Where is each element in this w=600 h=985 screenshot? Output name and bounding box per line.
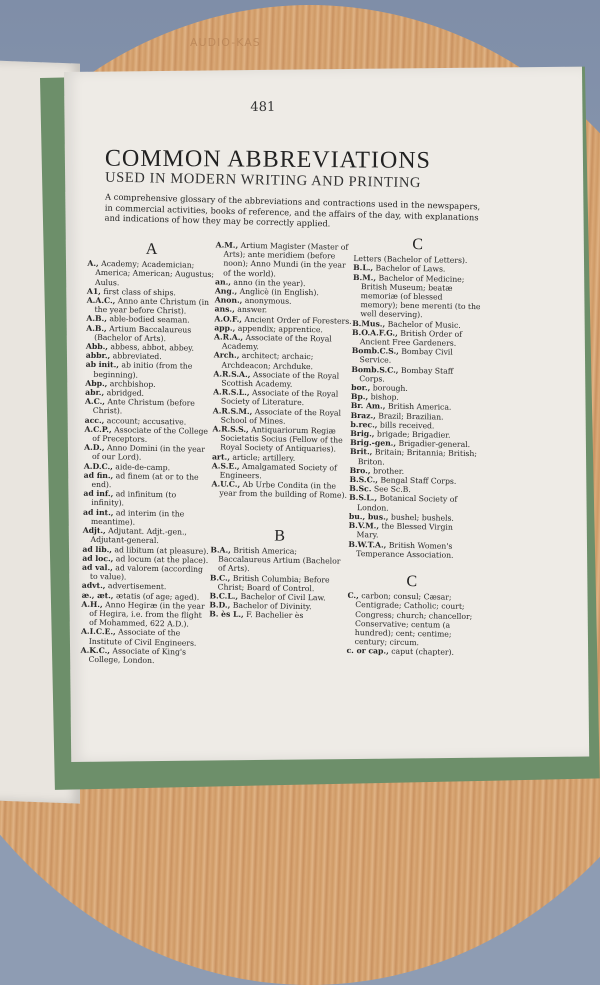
abbreviation-term: bu., bus., [349,512,389,522]
abbreviation-definition: Associate of the Royal Scottish Academy. [221,370,339,389]
abbreviation-term: B.D., [209,600,230,609]
abbreviation-term: A.K.C., [81,645,110,655]
abbreviation-definition: British Women's Temperance Association. [356,540,453,559]
abbreviation-definition: F. Bachelier ès [244,610,304,620]
abbreviation-term: Braz., [351,411,376,420]
abbreviation-definition: appendix; apprentice. [235,324,323,335]
abbreviation-term: A.M., [216,240,239,249]
abbreviation-definition: bishop. [368,393,399,403]
abbreviation-definition: British America; Baccalaureus Artium (Bachelor of Arts). [218,546,341,574]
abbreviation-term: ab init., [86,360,120,370]
section-heading-a: A [88,244,216,255]
abbreviation-term: B.Mus., [352,319,385,329]
column-left [80,242,215,666]
book-page [64,67,589,762]
abbreviation-definition: anno (in the year). [231,278,306,288]
abbreviation-entry [81,599,209,629]
abbreviation-definition: ab initio (from the beginning). [93,361,192,380]
abbreviation-definition: Bachelor of Civil Law. [238,592,326,603]
abbreviation-definition: British America. [385,402,451,412]
abbreviation-term: advt., [82,581,106,590]
entry-list-b-continued [348,254,481,560]
abbreviation-definition: Brigadier-general. [396,439,470,449]
abbreviation-definition: ad infinitum (to infinity). [91,490,176,508]
entry-list-c [346,591,475,658]
abbreviation-definition: anonymous. [242,296,291,306]
abbreviation-term: A.B., [86,314,107,323]
abbreviation-definition: Bachelor of Divinity. [230,601,311,611]
abbreviation-definition: bushel; bushels. [388,513,454,523]
abbreviation-term: ad inf., [83,489,113,499]
abbreviation-definition: ad finem (at or to the end). [91,471,198,489]
abbreviation-definition: ad valorem (according to value). [90,563,203,581]
abbreviation-term: Bomb.S.C., [351,365,398,375]
abbreviation-term: A.H., [81,599,102,608]
abbreviation-entry [214,351,352,372]
abbreviation-term: ad loc., [82,553,113,563]
abbreviation-term: æ., æt., [82,590,114,600]
abbreviation-definition: Bachelor of Medicine; British Museum; beatæ memoriæ (of blessed memory); bene merenti (to the well deserving). [360,273,480,320]
abbreviation-definition: ad interim (in the meantime). [91,508,185,527]
abbreviation-definition: Associate of the Royal Academy. [222,333,332,351]
abbreviation-entry [348,539,476,560]
abbreviation-definition: Associate of the Royal School of Mines. [221,407,342,426]
abbreviation-term: b.rec., [350,420,377,429]
abbreviation-term: A.D., [84,443,105,452]
abbreviation-term: app., [214,323,235,332]
abbreviation-definition: Brazil; Brazilian. [376,411,444,421]
abbreviation-entry [210,573,348,594]
abbreviation-term: B.O.A.F.G., [352,328,398,338]
section-heading-b: B [211,530,349,542]
abbreviation-term: Abp., [85,379,107,388]
abbreviation-definition: Bombay Civil Service. [360,347,453,365]
abbreviation-entry [352,346,480,367]
abbreviation-term: A.C.P., [84,425,111,434]
abbreviation-entry [346,646,474,657]
entry-list-b [209,545,348,621]
abbreviation-term: B.V.M., [349,521,379,531]
abbreviation-entry [211,480,349,501]
abbreviation-entry [214,332,352,353]
abbreviation-term: ad lib., [82,544,112,554]
abbreviation-term: A., [87,259,98,268]
abbreviation-term: ad fin., [84,471,114,481]
abbreviation-term: A.A.C., [87,296,116,305]
abbreviation-term: B.L., [353,263,373,272]
abbreviation-definition: Associate of the Institute of Civil Engineers. [89,628,197,648]
board-brand-stamp: AUDIO-KAS [190,36,261,49]
page-number: 481 [250,100,275,115]
abbreviation-entry [351,365,479,386]
abbreviation-term: bor., [351,383,370,392]
abbreviation-definition: Artium Magister (Master of Arts); ante meridiem (before noon); Anno Mundi (in the year of the world). [223,241,348,278]
abbreviation-term: B.M., [353,273,376,282]
abbreviation-term: Bp., [351,392,368,401]
abbreviation-definition: article; artillery. [230,452,295,462]
abbreviation-entry [83,489,211,510]
abbreviation-term: A.R.S.S., [212,424,248,434]
abbreviation-entry [86,323,214,344]
abbreviation-definition: brother. [370,466,404,476]
abbreviation-term: B.C., [210,573,231,582]
abbreviation-definition: able-bodied seaman. [107,315,190,325]
abbreviation-term: Bro., [350,466,371,475]
abbreviation-term: Brit., [350,447,373,456]
abbreviation-definition: Academy; Academician; America; American; Augustus; Aulus. [95,259,214,287]
abbreviation-definition: Bachelor of Laws. [373,264,445,274]
abbreviation-definition: the Blessed Virgin Mary. [356,522,452,540]
abbreviation-definition: Adjutant. Adjt.-gen., Adjutant-general. [91,526,187,545]
abbreviation-term: A.R.S.L., [213,388,250,398]
abbreviation-term: Brig., [350,429,374,438]
abbreviation-definition: advertisement. [105,581,166,591]
abbreviation-term: A.R.S.M., [213,406,253,416]
abbreviation-entry [82,526,210,547]
column-right [346,237,481,658]
abbreviation-term: art., [212,452,230,461]
abbreviation-term: A.B., [86,323,107,332]
abbreviation-definition: Anno Hegiræ (in the year of Hegira, i.e. from the flight of Mohammed, 622 A.D.). [89,600,205,629]
abbreviation-entry [213,369,351,390]
abbreviation-term: Abb., [86,342,108,351]
abbreviation-term: ans., [214,305,234,314]
abbreviation-definition: Anno Domini (in the year of our Lord). [92,443,205,462]
entry-list-a [80,259,215,666]
section-heading-c-top: C [354,239,482,250]
column-middle [209,240,354,621]
abbreviation-definition: Ante Christum (before Christ). [93,397,195,416]
abbreviation-entry [213,388,351,409]
abbreviation-entry [349,493,477,514]
abbreviation-entry [352,273,481,321]
abbreviation-term: Arch., [214,351,240,360]
abbreviation-definition: abridged. [104,388,144,398]
abbreviation-entry [81,627,209,648]
abbreviation-term: C., [347,591,358,600]
abbreviation-term: c. or cap., [346,646,388,656]
abbreviation-definition: Associate of the College of Preceptors. [92,425,208,444]
abbreviation-term: Br. Am., [351,401,386,411]
page-title: COMMON ABBREVIATIONS [105,146,431,175]
abbreviation-entry [352,328,480,349]
abbreviation-term: A.R.A., [214,332,243,342]
abbreviation-definition: Amalgamated Society of Engineers. [220,462,337,481]
abbreviation-entry [83,471,211,492]
abbreviation-definition: Botanical Society of London. [357,494,457,512]
abbreviation-entry [80,645,208,666]
abbreviation-definition: abbreviated. [110,351,162,361]
abbreviation-term: A.R.S.A., [213,369,250,379]
abbreviation-definition: Britain; Britannia; British; Briton. [358,448,477,466]
abbreviation-entry [212,461,350,482]
abbreviation-entry [347,591,476,648]
abbreviation-term: B.Sc. [349,484,371,493]
abbreviation-definition: architect; archaic; Archdeacon; Archduke. [222,351,314,370]
abbreviation-term: acc., [85,415,105,424]
abbreviation-definition: answer. [235,305,267,315]
abbreviation-entry [213,406,351,427]
abbreviation-definition: ætatis (of age; aged). [113,591,199,601]
abbreviation-entry [85,360,213,381]
abbreviation-term: abr., [85,388,104,397]
abbreviation-definition: Associate of King's College, London. [88,646,186,665]
abbreviation-term: A.D.C., [84,461,113,471]
abbreviation-term: ad val., [82,563,113,573]
abbreviation-definition: ad locum (at the place). [113,554,208,565]
abbreviation-entry [348,521,476,542]
abbreviation-entry [84,425,212,446]
abbreviation-term: Adjt., [83,526,106,535]
abbreviation-definition: carbon; consul; Cæsar; Centigrade; Catholic; court; Congress; church; chancellor; Conservative; centum (a hundred); cent; centime; century; circum. [355,591,473,647]
abbreviation-definition: abbess, abbot, abbey. [108,342,194,352]
abbreviation-entry [212,424,350,454]
abbreviation-definition: account; accusative. [104,416,186,426]
page-subtitle: USED IN MODERN WRITING AND PRINTING [105,170,421,193]
abbreviation-definition: Associate of the Royal Society of Literature. [221,388,338,407]
abbreviation-definition: Letters (Bachelor of Letters). [353,254,467,265]
abbreviation-definition: Bombay Staff Corps. [359,365,453,383]
abbreviation-definition: first class of ships. [101,287,176,297]
entry-list-a-continued [211,240,353,500]
abbreviation-entry [82,563,210,584]
abbreviation-term: an., [215,277,231,286]
abbreviation-term: B.C.L., [209,591,238,600]
abbreviation-term: A.C., [85,397,105,406]
abbreviation-definition: Anglicè (in English). [237,287,319,297]
abbreviation-term: Bomb.C.S., [352,346,399,356]
abbreviation-definition: Bengal Staff Corps. [378,476,456,486]
abbreviation-entry [85,397,213,418]
abbreviation-definition: Bachelor of Music. [385,319,461,329]
abbreviation-term: A.S.E., [212,461,240,470]
abbreviation-definition: Artium Baccalaureus (Bachelor of Arts). [94,324,191,343]
abbreviation-definition: aide-de-camp. [113,462,170,472]
abbreviation-entry [215,240,354,279]
abbreviation-entry [350,447,478,468]
intro-paragraph: A comprehensive glossary of the abbreviations and contractions used in the newspapers, in commercial activities, books of reference, and the affairs of the day, with explanations and indications of how they may be correctly applied. [104,192,485,233]
abbreviation-term: B. ès L., [209,610,244,620]
abbreviation-term: A.I.C.E., [81,627,116,637]
abbreviation-term: ad int., [83,507,114,517]
abbreviation-term: B.S.L., [349,493,377,502]
abbreviation-term: B.A., [210,545,231,554]
abbreviation-entry [84,443,212,464]
abbreviation-term: B.W.T.A., [348,539,386,549]
abbreviation-term: abbr., [86,351,111,360]
abbreviation-term: A.U.C., [211,480,240,489]
abbreviation-definition: Ancient Order of Foresters. [242,315,352,326]
abbreviation-term: Ang., [215,286,237,295]
abbreviation-entry [210,545,348,575]
abbreviation-definition: Anno ante Christum (in the year before Christ). [95,296,210,315]
abbreviation-definition: Ab Urbe Condita (in the year from the building of Rome). [219,480,347,500]
abbreviation-definition: British Columbia; Before Christ; Board of Control. [218,573,330,593]
abbreviation-definition: borough. [370,383,408,393]
abbreviation-definition: ad libitum (at pleasure). [112,545,209,556]
abbreviation-definition: British Order of Ancient Free Gardeners. [360,329,462,348]
abbreviation-term: Brig.-gen., [350,438,396,448]
abbreviation-definition: See Sc.B. [371,485,411,495]
abbreviation-term: A1, [87,287,101,296]
section-heading-c: C [348,576,476,587]
abbreviation-entry [83,507,211,528]
abbreviation-term: A.O.F., [214,314,242,323]
abbreviation-definition: caput (chapter). [389,647,454,657]
abbreviation-definition: Antiquariorum Regiæ Societatis Socius (Fellow of the Royal Society of Antiquaries). [220,425,343,454]
abbreviation-definition: brigade; Brigadier. [374,429,450,439]
abbreviation-definition: bills received. [377,420,434,430]
abbreviation-definition: archbishop. [107,379,155,389]
abbreviation-term: Anon., [215,296,243,305]
abbreviation-entry [87,296,215,317]
abbreviation-entry [87,259,215,289]
abbreviation-entry [209,610,347,622]
abbreviation-term: B.S.C., [349,475,378,484]
